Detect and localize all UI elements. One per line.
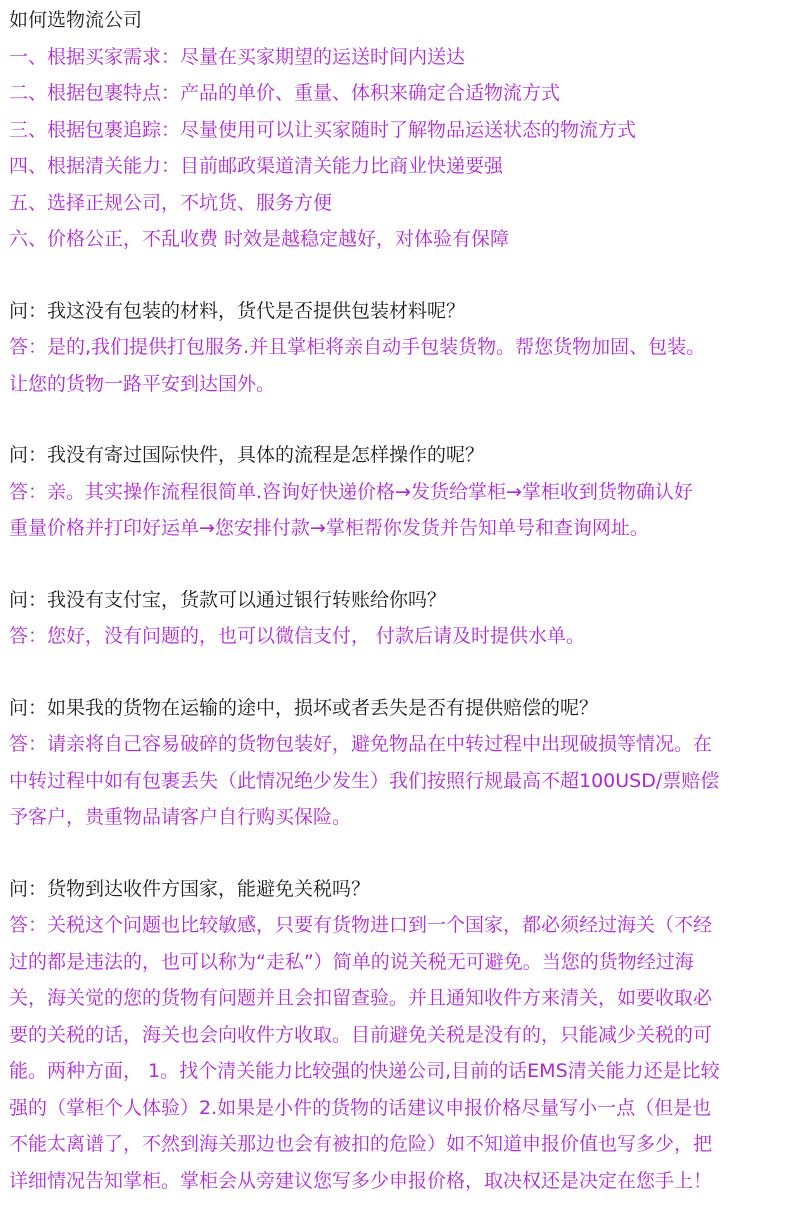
faq-question: 问：货物到达收件方国家，能避免关税吗？ [9, 877, 371, 900]
faq-answer-line: 予客户，贵重物品请客户自行购买保险。 [9, 806, 352, 828]
faq-question: 问：我没有支付宝，货款可以通过银行转账给你吗？ [9, 588, 447, 611]
tip-item: 六、价格公正，不乱收费 时效是越稳定越好，对体验有保障 [9, 228, 510, 250]
section-gap [9, 836, 782, 871]
faq-question: 问：如果我的货物在运输的途中，损坏或者丢失是否有提供赔偿的呢？ [9, 696, 599, 719]
faq-item [9, 582, 782, 655]
faq-item [9, 871, 782, 1200]
tip-item: 五、选择正规公司，不坑货、服务方便 [9, 191, 333, 214]
faq-question: 问：我没有寄过国际快件，具体的流程是怎样操作的呢？ [9, 444, 485, 466]
tip-item: 四、根据清关能力：目前邮政渠道清关能力比商业快递要强 [9, 155, 504, 177]
section-gap [9, 258, 782, 293]
faq-answer-line: 过的都是违法的，也可以称为“走私”）简单的说关税无可避免。当您的货物经过海 [9, 950, 694, 973]
faq-answer-line: 答：亲。其实操作流程很简单.咨询好快递价格→发货给掌柜→掌柜收到货物确认好 [9, 480, 693, 503]
tip-item: 三、根据包裹追踪：尽量使用可以让买家随时了解物品运送状态的物流方式 [9, 118, 637, 141]
faq-answer-line: 要的关税的话，海关也会向收件方收取。目前避免关税是没有的，只能减少关税的可 [9, 1023, 713, 1046]
faq-answer-line: 能。两种方面， 1。找个清关能力比较强的快递公司,目前的话EMS清关能力还是比较 [9, 1060, 720, 1082]
faq-answer-line: 让您的货物一路平安到达国外。 [9, 372, 276, 395]
page-title: 如何选物流公司 [9, 9, 143, 31]
faq-answer-line: 答：关税这个问题也比较敏感，只要有货物进口到一个国家，都必须经过海关（不经 [9, 914, 713, 936]
faq-question: 问：我这没有包装的材料，货代是否提供包装材料呢？ [9, 299, 466, 322]
faq-answer-line: 中转过程中如有包裹丢失（此情况绝少发生）我们按照行规最高不超100USD/票赔偿 [9, 769, 720, 792]
faq-answer-line: 关，海关觉的您的货物有问题并且会扣留查验。并且通知收件方来清关，如要收取必 [9, 987, 713, 1009]
faq-item [9, 690, 782, 836]
section-gap [9, 547, 782, 582]
faq-answer-line: 详细情况告知掌柜。掌柜会从旁建议您写多少申报价格，取决权还是决定在您手上！ [9, 1169, 713, 1192]
faq-answer-line: 强的（掌柜个人体验）2.如果是小件的货物的话建议申报价格尽量写小一点（但是也 [9, 1096, 712, 1119]
tips-list [9, 39, 782, 258]
faq-answer-line: 不能太离谱了，不然到海关那边也会有被扣的危险）如不知道申报价值也写多少，把 [9, 1133, 713, 1155]
faq-answer-line: 答：请亲将自己容易破碎的货物包装好，避免物品在中转过程中出现破损等情况。在 [9, 733, 713, 755]
section-gap [9, 655, 782, 690]
faq-answer-line: 重量价格并打印好运单→您安排付款→掌柜帮你发货并告知单号和查询网址。 [9, 517, 649, 539]
faq-item [9, 437, 782, 547]
tip-item: 二、根据包裹特点：产品的单价、重量、体积来确定合适物流方式 [9, 82, 561, 104]
section-gap [9, 402, 782, 437]
faq-answer-line: 答：您好，没有问题的，也可以微信支付， 付款后请及时提供水单。 [9, 625, 586, 647]
faq-answer-line: 答：是的,我们提供打包服务.并且掌柜将亲自动手包装货物。帮您货物加固、包装。 [9, 336, 706, 358]
faq-item [9, 293, 782, 403]
tip-item: 一、根据买家需求：尽量在买家期望的运送时间内送达 [9, 45, 466, 68]
